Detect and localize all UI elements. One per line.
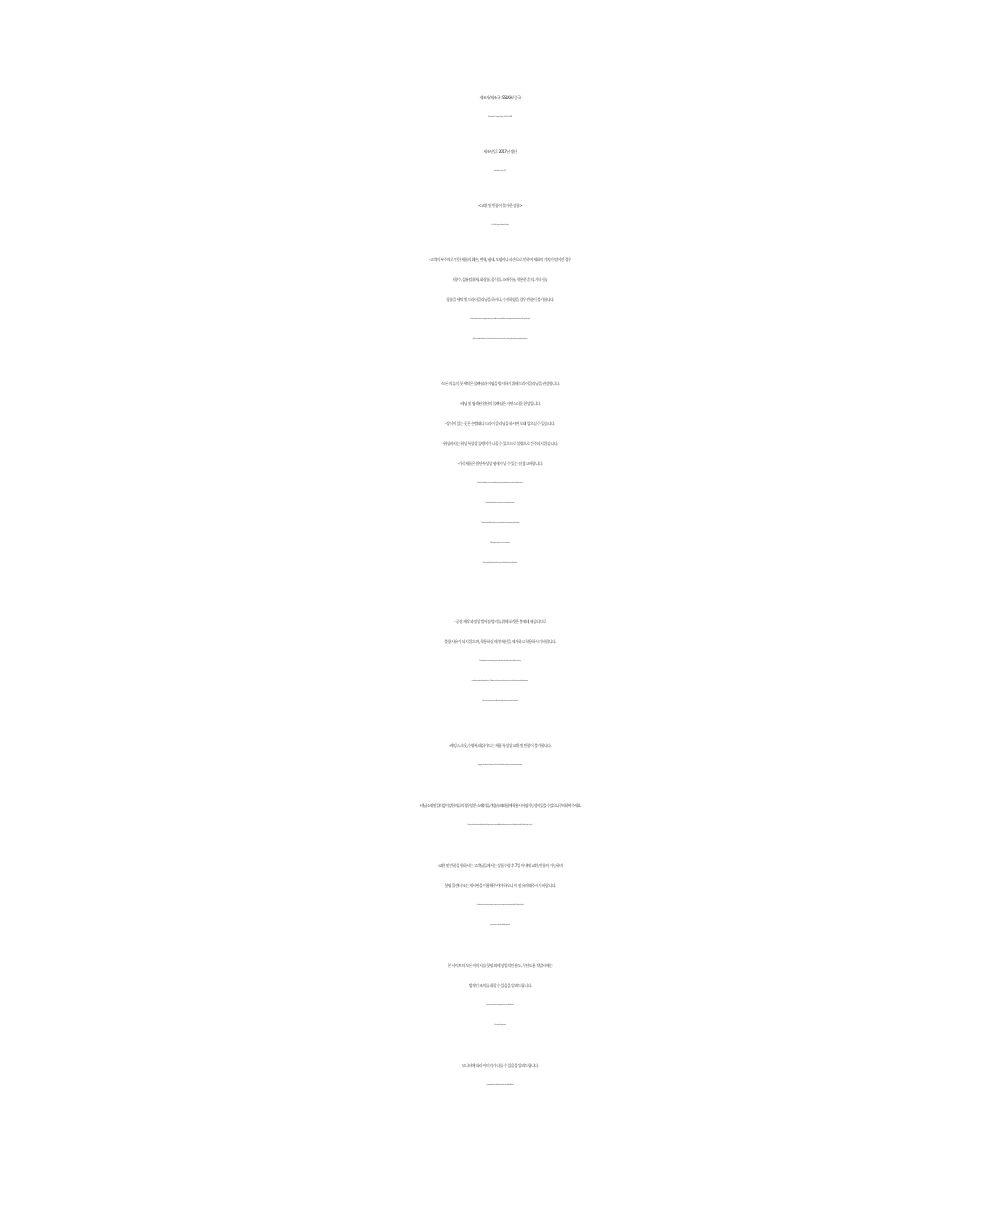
english-line: Washing your pants can come out stones. bbox=[489, 543, 511, 544]
english-line: <Can't Exchange and return Goods> bbox=[491, 225, 509, 226]
image-copyright-section bbox=[0, 956, 1000, 1036]
korean-line: <교환 및 반품이 불가한 상품> bbox=[477, 203, 523, 208]
monitor-difference-section bbox=[0, 1056, 1000, 1096]
pocket-sewing-section bbox=[0, 612, 1000, 712]
korean-line: 상품을 세탁 및 드라이클리닝을 하거나, 수선하였을 경우 반품이 불가합니다. bbox=[446, 297, 554, 302]
korean-line: 법적인 조치를 취할 수 있음을 알려드립니다. bbox=[468, 983, 532, 988]
washing-care-section bbox=[0, 374, 1000, 574]
korean-line: 제조년일 : 2017년 생산 bbox=[483, 149, 517, 154]
english-line: (Perfume, textile deodorant, cosmetics, food, sleeves, worn marks, etc.), washing, dry cleaning, or repairing the goods. bbox=[472, 339, 528, 340]
korean-line: 본 사이트의 모든 이미지를 핫핑 외에 상업적인 용도, 무단도용 적발시에는 bbox=[447, 963, 553, 968]
english-line: According to the manufacturing process, all pockets attached to clothes will be sewed up bbox=[479, 661, 521, 662]
korean-line: (향수, 섬유탈취제, 화장품, 음식물, 소매주름, 착용한 흔적, 기타 등), bbox=[453, 277, 547, 282]
english-line: in order to maintain their original forms. Therefore, we inform you that these status can not be the reason for defectiveness. bbox=[471, 681, 529, 682]
english-line: Depending on the individual monitor image will be different. bbox=[486, 1085, 514, 1086]
korean-line: -워싱바지는 워싱 특성상 돌멩이가 나올 수 있으므로 불량으로 간주되지 않습니다. bbox=[442, 441, 558, 446]
exchange-return-section bbox=[0, 856, 1000, 936]
manufacturer-section bbox=[0, 88, 1000, 128]
product-notice-document bbox=[0, 88, 1000, 1096]
korean-line: -레깅스,속옷,수영복,래쉬가드는 제품 특성상 교환 및 반품이 불가합니다. bbox=[448, 743, 552, 748]
english-line: Please note that leather products may smell due to the nature of the fabric. bbox=[482, 563, 518, 564]
korean-line: -교환 및 반품을 원하시는 고객님들께서는 상품수령 후 7일 이내에 교환, 반품이 가능하며 bbox=[437, 863, 563, 868]
korean-line: 핫핑 콜센터 또는 게시판을 이용해주셔야 하오니 이 점 유의해주시기 바랍니다. bbox=[444, 883, 556, 888]
korean-line: 제조자/제조국 : SSLKH / 중국 bbox=[479, 95, 521, 100]
manufacture-year-section bbox=[0, 142, 1000, 182]
korean-line: -가죽제품은 원단특성상 냄새가 날 수 있는 점 참고바랍니다. bbox=[457, 461, 543, 466]
english-line: Please note that denim and high-color clothing may have a possibility of transferring when worn with bright materials (clothing, bags, shoes). bbox=[467, 825, 533, 826]
english-line: Products due to customer negligence damage, modification, odor, pollution or damage to because the value of the goods apart bbox=[470, 319, 530, 320]
korean-line: 불량 사유가 되지 않으며, 착용하실 때 봉제선을 제거하고 착용하시기 바랍니다. bbox=[444, 639, 556, 644]
customer-negligence-section bbox=[0, 250, 1000, 350]
korean-line: 모니터에 따라 이미지가 다를 수 있음을 알려드립니다. bbox=[461, 1063, 539, 1068]
korean-line: -장식이 있는 옷은 손빨래나 드라이 클리닝을 하시면 오래 입으실 수 있습니다. bbox=[445, 421, 555, 426]
english-line: We recommend you to cut off the sewing line when you receive the product. bbox=[482, 701, 518, 702]
korean-line: -모든 의류의 첫 세탁은 물빠짐과 이염을 방지하기 위해 드라이클리닝을 권장합니다. bbox=[440, 381, 560, 386]
english-line: The decor is old clothes that you can wear to please hand washing or dry cleaning. bbox=[480, 523, 520, 524]
english-line: Customers who want to exchange or return can exchange and return goods within 7 days of receipt bbox=[476, 905, 524, 906]
non-returnable-heading-section bbox=[0, 196, 1000, 236]
english-line: Manufacturer / Country of Origin : SSLKH / CHINA bbox=[488, 117, 512, 118]
leggings-underwear-section bbox=[0, 736, 1000, 776]
english-line: you can use a call center of delivery board. bbox=[490, 925, 510, 926]
english-line: First wash all clothing is recommended for dry cleaning in order to prevent water and otitis omission bbox=[477, 483, 523, 484]
english-line: If you commercial use any image, when unauthorized use bbox=[486, 1005, 514, 1006]
denim-color-transfer-section bbox=[0, 796, 1000, 836]
english-line: We can take legan action. bbox=[493, 1025, 507, 1026]
korean-line: - 공장 제작 과정상 벌어짐 방지를 위해 포켓은 봉제돼 제공되므로 bbox=[454, 619, 546, 624]
english-line: Leggings, Underwear, Swim wear, Rash Guard will not exchange or return the product nature. bbox=[477, 765, 523, 766]
english-line: Manufacturer Year : 2017 bbox=[493, 171, 507, 172]
english-line: Every fabric dyed denim, and water is a natural phenomenon. bbox=[485, 503, 515, 504]
korean-line: -데님 및 염색된 원단의 물빠짐은 자연스러운 현상입니다. bbox=[459, 401, 541, 406]
korean-line: -데님 소재 및 컬러감이 강한 의류의 경우 밝은 소재(의류,가방,슈즈)와 함께 착용 시 이염 가능성이 있을 수 있으니 주의하여 주세요. bbox=[419, 803, 581, 808]
korean-line: -고객의 부주의로 인한 제품의 훼손, 변형, 냄새, 오염이나 파손으로 인하여 재화의 가치가 떨어진 경우 bbox=[428, 257, 572, 262]
